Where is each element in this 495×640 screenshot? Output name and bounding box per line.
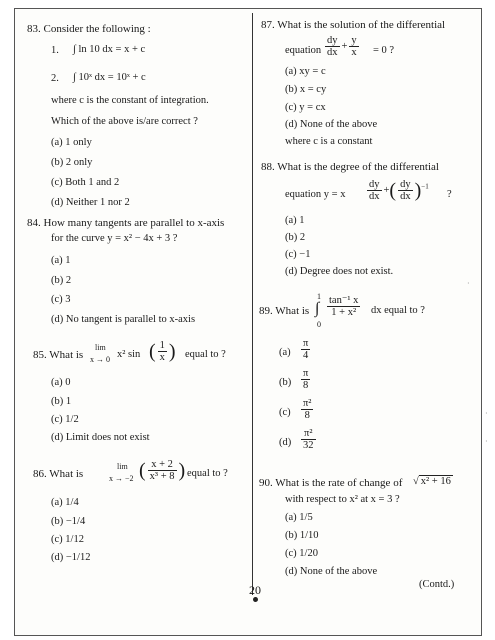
q85-right-paren: ) xyxy=(168,340,176,363)
q89-option-a xyxy=(299,338,312,361)
q88-frac-1 xyxy=(367,179,382,202)
q83-s2-label: 2. xyxy=(51,73,59,84)
q87-eq-prefix: equation xyxy=(285,45,322,56)
q89-option-d-label: (d) xyxy=(279,437,292,448)
q90-option-b: (b) 1/10 xyxy=(285,530,319,541)
q89-option-b xyxy=(299,368,312,391)
q89-prefix: 89. What is xyxy=(259,305,310,317)
q86-suffix: equal to ? xyxy=(187,468,228,479)
q89-a-den: 4 xyxy=(303,350,309,361)
q86-left-paren: ( xyxy=(139,459,146,482)
q89-d-num: π² xyxy=(301,428,316,440)
q85-frac-den: x xyxy=(159,352,165,363)
q83-option-a: (a) 1 only xyxy=(51,137,92,148)
q89-c-den: 8 xyxy=(304,410,310,421)
q90-sqrt: √ x² + 16 xyxy=(413,476,451,487)
q85-suffix: equal to ? xyxy=(185,349,226,360)
q83-which: Which of the above is/are correct ? xyxy=(51,116,198,127)
q88-option-c: (c) −1 xyxy=(285,249,311,260)
q86-frac-den: x³ + 8 xyxy=(149,471,175,482)
q86-option-d: (d) −1/12 xyxy=(51,552,91,563)
q89-frac-num: tan⁻¹ x xyxy=(329,295,359,306)
q83-option-b: (b) 2 only xyxy=(51,157,93,168)
q85-option-c: (c) 1/2 xyxy=(51,414,79,425)
q85-lim: lim xyxy=(95,343,106,352)
q89-option-d xyxy=(299,428,318,451)
q90-line1: 90. What is the rate of change of xyxy=(259,477,403,489)
q88-eq-prefix: equation y = x xyxy=(285,189,346,200)
q89-a-frac xyxy=(301,338,310,361)
scan-speck: · xyxy=(485,409,488,418)
q86-lim: lim xyxy=(117,462,128,471)
q88-plus: + xyxy=(383,184,390,196)
q83-prompt: 83. Consider the following : xyxy=(27,23,151,35)
q86-fraction xyxy=(139,459,185,482)
q89-c-frac xyxy=(301,398,313,421)
q83-where: where c is the constant of integration. xyxy=(51,95,209,106)
q89-frac xyxy=(327,295,360,318)
q83-s2-math: ∫ 10ˣ dx = 10ˣ + c xyxy=(73,72,146,83)
q86-option-b: (b) −1/4 xyxy=(51,516,86,527)
q83-s1-label: 1. xyxy=(51,45,59,56)
q88-suffix: ? xyxy=(447,189,452,200)
q87-frac1-num: dy xyxy=(327,35,338,46)
q87-option-a: (a) xy = c xyxy=(285,66,326,77)
q89-b-den: 8 xyxy=(303,380,309,391)
q89-option-c-label: (c) xyxy=(279,407,291,418)
q89-option-b-label: (b) xyxy=(279,377,292,388)
q84-option-b: (b) 2 xyxy=(51,275,72,286)
q83-option-d: (d) Neither 1 nor 2 xyxy=(51,197,130,208)
q87-plus: + xyxy=(341,40,348,52)
q89-d-den: 32 xyxy=(303,440,314,451)
q87-frac2-num: y xyxy=(351,35,357,46)
q89-lower-limit: 0 xyxy=(317,320,321,329)
q88-frac2-num: dy xyxy=(400,179,411,190)
q86-frac xyxy=(148,459,177,482)
column-divider xyxy=(252,13,253,595)
q88-option-b: (b) 2 xyxy=(285,232,306,243)
q87-equation xyxy=(323,35,361,58)
q86-lim-sub: x → −2 xyxy=(109,474,134,483)
page-mark-dot xyxy=(253,597,258,602)
scan-speck: · xyxy=(485,437,488,446)
q86-right-paren: ) xyxy=(178,459,186,482)
q90-option-a: (a) 1/5 xyxy=(285,512,313,523)
q88-line1: 88. What is the degree of the differential xyxy=(261,161,439,173)
q87-frac-1 xyxy=(325,35,340,58)
q90-radicand: x² + 16 xyxy=(420,476,451,487)
scan-speck: · xyxy=(467,279,470,288)
q89-d-frac xyxy=(301,428,316,451)
q87-option-d: (d) None of the above xyxy=(285,119,378,130)
q90-option-d: (d) None of the above xyxy=(285,566,378,577)
q84-line1: 84. How many tangents are parallel to x-axis xyxy=(27,217,225,229)
q89-a-num: π xyxy=(303,338,309,349)
q88-option-a: (a) 1 xyxy=(285,215,305,226)
q89-b-num: π xyxy=(303,368,309,379)
q89-option-c xyxy=(299,398,315,421)
contd-label: (Contd.) xyxy=(419,579,455,590)
q89-option-a-label: (a) xyxy=(279,347,291,358)
q85-frac-num: 1 xyxy=(159,340,165,351)
q88-frac1-num: dy xyxy=(369,179,380,190)
q88-equation xyxy=(365,179,429,202)
q87-note: where c is a constant xyxy=(285,136,373,147)
page-number: 20 xyxy=(249,583,261,597)
q90-option-c: (c) 1/20 xyxy=(285,548,318,559)
q84-option-a: (a) 1 xyxy=(51,255,71,266)
q89-dx: dx equal to ? xyxy=(371,305,425,316)
q86-option-a: (a) 1/4 xyxy=(51,497,79,508)
q85-frac xyxy=(158,340,167,363)
q88-right-paren: ) xyxy=(414,179,422,202)
q89-upper-limit: 1 xyxy=(317,292,321,301)
q85-option-b: (b) 1 xyxy=(51,396,72,407)
q87-option-c: (c) y = cx xyxy=(285,102,326,113)
q87-eq-suffix: = 0 ? xyxy=(373,45,395,56)
q85-option-d: (d) Limit does not exist xyxy=(51,432,150,443)
exam-page xyxy=(14,8,488,636)
q84-line2: for the curve y = x² − 4x + 3 ? xyxy=(51,233,178,244)
q89-c-num: π² xyxy=(303,398,312,409)
q85-fraction xyxy=(149,340,176,363)
q86-prefix: 86. What is xyxy=(33,468,84,480)
q88-frac-2 xyxy=(398,179,413,202)
q87-option-b: (b) x = cy xyxy=(285,84,327,95)
q89-frac-den: 1 + x² xyxy=(331,307,357,318)
q85-prefix: 85. What is xyxy=(33,349,84,361)
q83-option-c: (c) Both 1 and 2 xyxy=(51,177,120,188)
q85-body: x² sin xyxy=(117,349,141,360)
q87-line1: 87. What is the solution of the differential xyxy=(261,19,446,31)
q84-option-d: (d) No tangent is parallel to x-axis xyxy=(51,314,196,325)
q87-frac-2 xyxy=(349,35,358,58)
q88-exponent: −1 xyxy=(421,182,429,191)
q87-frac1-den: dx xyxy=(327,47,338,58)
q85-left-paren: ( xyxy=(149,340,156,363)
q85-lim-sub: x → 0 xyxy=(90,355,110,364)
q87-frac2-den: x xyxy=(351,47,357,58)
q86-option-c: (c) 1/12 xyxy=(51,534,84,545)
q89-integral-sign: ∫ xyxy=(315,300,320,317)
q89-integrand xyxy=(325,295,362,318)
q88-option-d: (d) Degree does not exist. xyxy=(285,266,394,277)
q88-frac2-den: dx xyxy=(400,191,411,202)
q85-option-a: (a) 0 xyxy=(51,377,71,388)
q83-s1-math: ∫ ln 10 dx = x + c xyxy=(73,44,146,55)
q84-option-c: (c) 3 xyxy=(51,294,71,305)
q86-frac-num: x + 2 xyxy=(148,459,177,471)
q88-frac1-den: dx xyxy=(369,191,380,202)
q90-line2: with respect to x² at x = 3 ? xyxy=(285,494,400,505)
q89-b-frac xyxy=(301,368,310,391)
q88-left-paren: ( xyxy=(389,179,397,202)
